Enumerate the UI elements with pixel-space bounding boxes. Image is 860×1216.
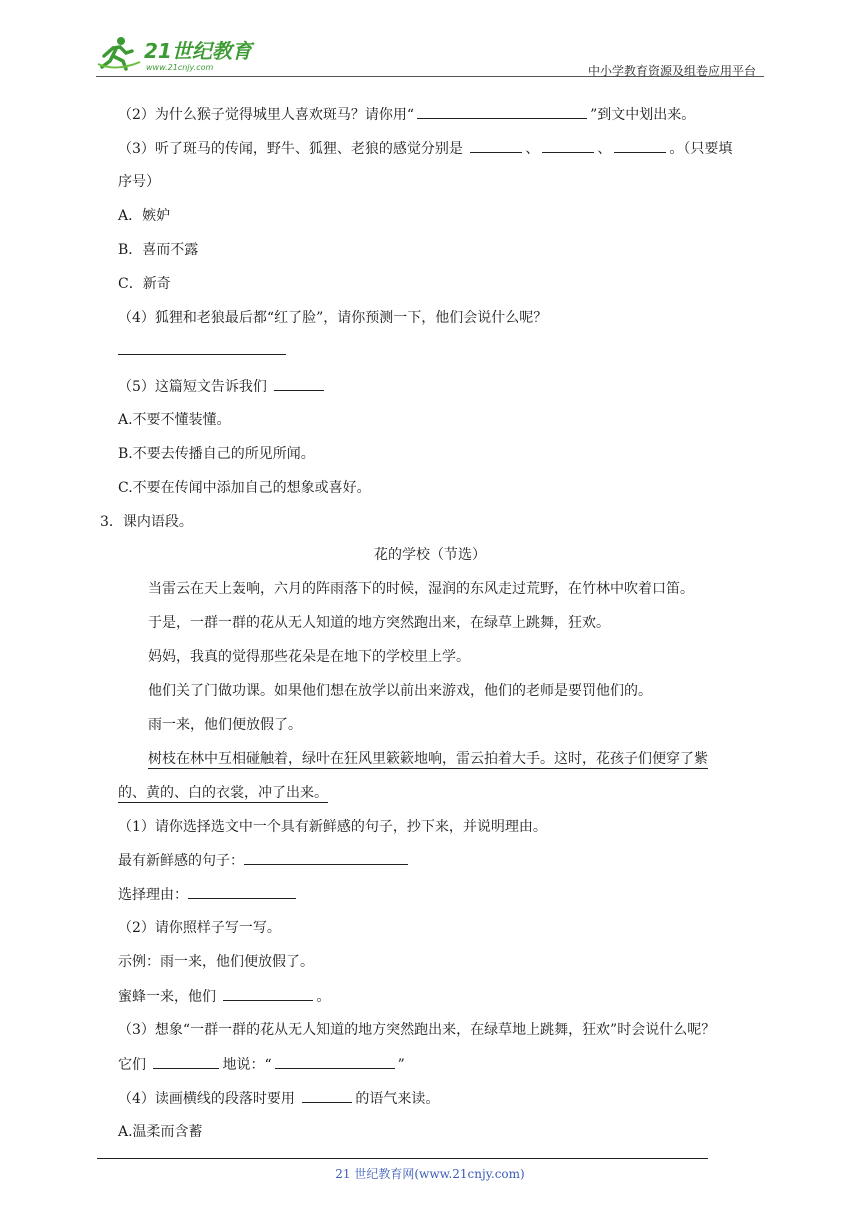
- option-a: A．嫉妒: [118, 208, 171, 224]
- q3-sub3-answer: [118, 1054, 405, 1075]
- header-divider: [96, 76, 764, 77]
- q2-sub3-cont: 序号）: [118, 174, 160, 190]
- passage-paragraph: 于是，一群一群的花从无人知道的地方突然跑出来，在绿草上跳舞，狂欢。: [148, 615, 610, 631]
- answer-blank[interactable]: [614, 138, 666, 153]
- q3-sub2-example: 示例：雨一来，他们便放假了。: [118, 954, 314, 970]
- answer-blank[interactable]: [274, 376, 324, 391]
- underlined-text: 的、黄的、白的衣裳，冲了出来。: [118, 785, 328, 801]
- q3-sub4-text: （4）读画横线的段落时要用: [118, 1091, 295, 1107]
- q3-sub4: [118, 1088, 439, 1109]
- q3-sub3-they: 它们: [118, 1057, 146, 1073]
- q3-sub2-prompt: [118, 986, 330, 1007]
- q3-sub1-sentence-label: 最有新鲜感的句子：: [118, 853, 244, 869]
- answer-blank[interactable]: [417, 104, 587, 119]
- q2-sub4: （4）狐狸和老狼最后都“红了脸”，请你预测一下，他们会说什么呢？: [118, 310, 548, 326]
- underlined-paragraph-line-2: [118, 783, 328, 803]
- q3-sub1-reason: [118, 884, 296, 905]
- answer-blank[interactable]: [244, 850, 408, 865]
- q3-sub1-reason-label: 选择理由：: [118, 887, 188, 903]
- q3-sub3: （3）想象“一群一群的花从无人知道的地方突然跑出来，在绿草地上跳舞，狂欢”时会说什么呢？: [118, 1022, 716, 1038]
- passage-paragraph: 他们关了门做功课。如果他们想在放学以前出来游戏，他们的老师是要罚他们的。: [148, 683, 652, 699]
- q2-sub2-text: （2）为什么猴子觉得城里人喜欢斑马？请你用“: [118, 107, 415, 123]
- option-c: C．新奇: [118, 276, 171, 292]
- answer-blank[interactable]: [153, 1054, 219, 1069]
- q3-sub2-prompt-text: 蜜蜂一来，他们: [118, 989, 216, 1005]
- q2-sub3-text: （3）听了斑马的传闻，野牛、狐狸、老狼的感觉分别是: [118, 141, 463, 157]
- q3-sub4-option-a: A.温柔而含蓄: [118, 1124, 203, 1140]
- q2-sub4-answer-line: [118, 340, 286, 361]
- close-quote: ”: [397, 1057, 405, 1073]
- q2-sub3: [118, 138, 732, 159]
- q3-sub2: （2）请你照样子写一写。: [118, 920, 281, 936]
- answer-blank[interactable]: [188, 884, 296, 899]
- period: 。: [316, 989, 331, 1005]
- q2-sub5: [118, 376, 327, 397]
- answer-blank[interactable]: [223, 986, 313, 1001]
- q3-heading: 3．课内语段。: [100, 514, 193, 530]
- logo: [96, 34, 261, 74]
- answer-blank[interactable]: [542, 138, 594, 153]
- separator: 、: [597, 141, 612, 157]
- passage-paragraph: 雨一来，他们便放假了。: [148, 717, 302, 733]
- underlined-text: 树枝在林中互相碰触着，绿叶在狂风里簌簌地响，雷云拍着大手。这时，花孩子们便穿了紫: [148, 751, 708, 767]
- running-figure-icon: [98, 37, 140, 69]
- q3-sub3-said: 地说：“: [222, 1057, 272, 1073]
- option-b: B．喜而不露: [118, 242, 199, 258]
- passage-title: 花的学校（节选）: [374, 547, 486, 563]
- q2-sub5-option-b: B.不要去传播自己的所见所闻。: [118, 446, 315, 462]
- q3-sub1: （1）请你选择选文中一个具有新鲜感的句子，抄下来，并说明理由。: [118, 819, 547, 835]
- q2-sub5-text: （5）这篇短文告诉我们: [118, 379, 267, 395]
- passage-paragraph: 妈妈，我真的觉得那些花朵是在地下的学校里上学。: [148, 649, 470, 665]
- answer-blank[interactable]: [118, 340, 286, 355]
- q2-sub5-option-c: C.不要在传闻中添加自己的想象或喜好。: [118, 480, 371, 496]
- answer-blank[interactable]: [275, 1054, 395, 1069]
- q2-sub2-text-end: ”到文中划出来。: [590, 107, 696, 123]
- q2-sub3-text-end: 。（只要填: [669, 141, 733, 157]
- separator: 、: [525, 141, 540, 157]
- q3-sub1-sentence: [118, 850, 408, 871]
- underlined-paragraph-line-1: [148, 749, 708, 769]
- q2-sub2: [118, 104, 695, 125]
- q3-sub4-text-end: 的语气来读。: [355, 1091, 440, 1107]
- platform-name: 中小学教育资源及组卷应用平台: [587, 64, 756, 78]
- q2-sub5-option-a: A.不要不懂装懂。: [118, 412, 231, 428]
- logo-text: 21世纪教育: [144, 39, 252, 63]
- footer-link[interactable]: 21 世纪教育网(www.21cnjy.com): [335, 1167, 525, 1181]
- answer-blank[interactable]: [302, 1088, 352, 1103]
- answer-blank[interactable]: [470, 138, 522, 153]
- passage-paragraph: 当雷云在天上轰响，六月的阵雨落下的时候，湿润的东风走过荒野，在竹林中吹着口笛。: [148, 581, 694, 597]
- logo-url: www.21cnjy.com: [146, 63, 214, 72]
- footer-divider: [97, 1158, 708, 1159]
- page-header: [96, 30, 760, 78]
